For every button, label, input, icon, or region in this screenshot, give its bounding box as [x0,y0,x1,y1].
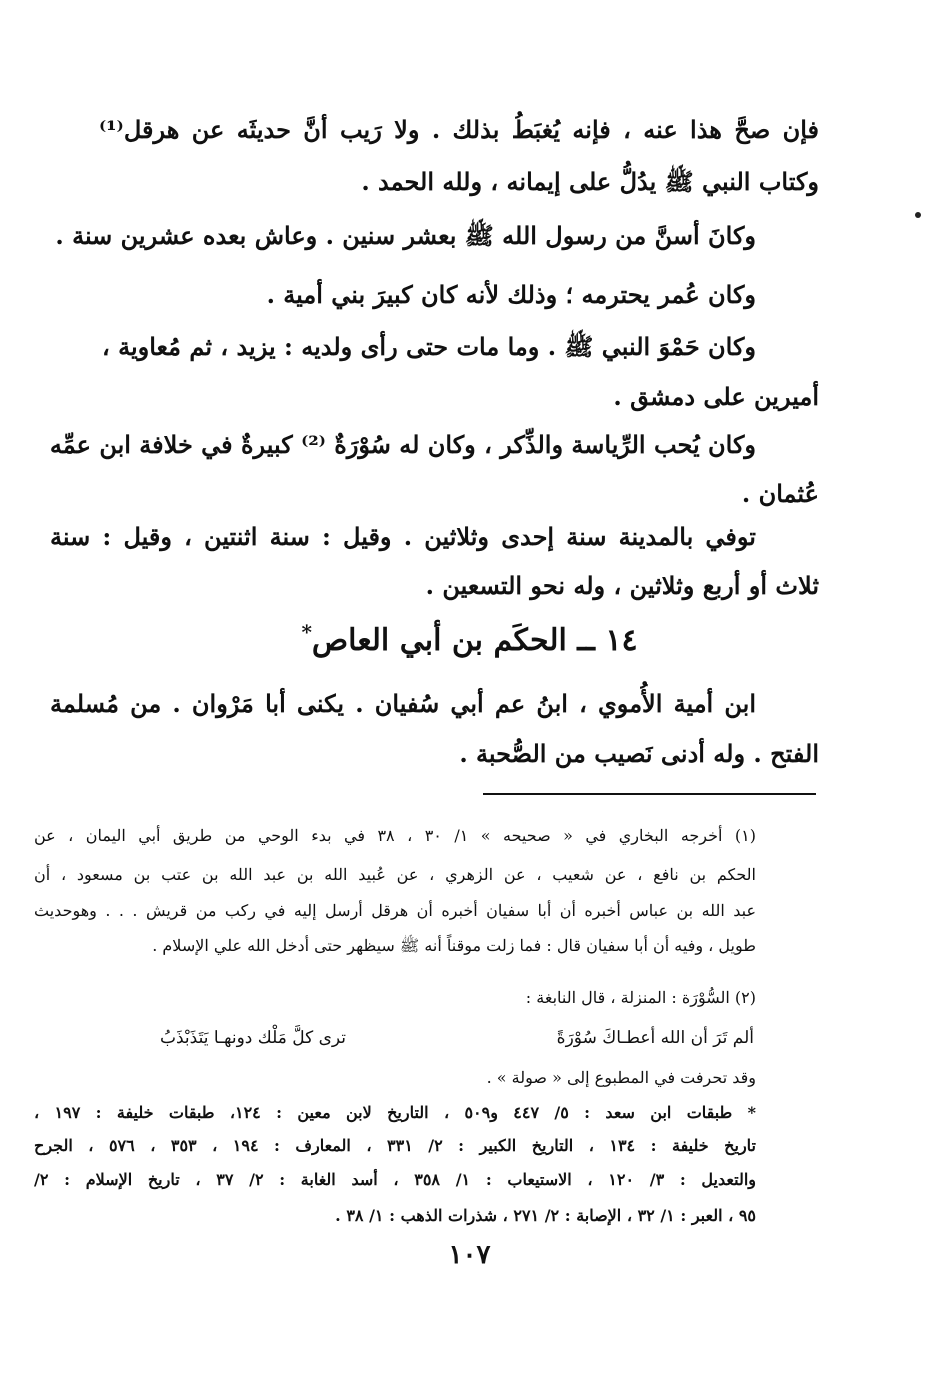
body-line-8: عُثمان . [741,479,819,508]
footnote-1-line-1: (١) أخرجه البخاري في « صحيحه » ١/ ٣٠ ، ٣٨ في بدء الوحي من طريق أبي اليمان ، عن [34,826,756,845]
body-line-6: أميرين على دمشق . [613,382,819,411]
body-line-7: وكان يُحب الرِّياسة والذِّكر ، وكان له سُوْرَةٌ ⁽²⁾ كبيرةٌ في خلافة ابن عمِّه [49,430,756,459]
body-line-2: وكتاب النبي ﷺ يدُلُّ على إيمانه ، ولله الحمد . [361,167,819,196]
body-line-5: وكان حَمْوَ النبي ﷺ . وما مات حتى رأى ولديه : يزيد ، ثم مُعاوية ، [102,332,756,361]
verse-first-hemistich: ألم تَرَ أن الله أعطـاكَ سُوْرَةً [556,1028,754,1048]
bio-line-2: الفتح . وله أدنى نَصيب من الصُّحبة . [459,739,819,768]
body-line-3: وكانَ أسنَّ من رسول الله ﷺ بعشر سنين . وعاش بعده عشرين سنة . [55,221,756,250]
heading-title: ١٤ ــ الحكَم بن أبي العاص [311,623,638,658]
heading-mark: * [301,620,312,644]
verse-second-hemistich: ترى كلَّ مَلْك دونهـا يَتَذَبْذَبُ [160,1028,347,1048]
bio-line-1: ابن أمية الأُموي ، ابنُ عم أبي سُفيان . يكنى أبا مَرْوان . من مُسلمة [50,689,756,718]
sources-line-4: ٩٥ ، العبر : ١/ ٣٢ ، الإصابة : ٢/ ٢٧١ ، شذرات الذهب : ١/ ٣٨ . [335,1206,756,1225]
footnote-2-note: وقد تحرفت في المطبوع إلى « صولة » . [486,1068,756,1087]
body-line-9: توفي بالمدينة سنة إحدى وثلاثين . وقيل : سنة اثنتين ، وقيل : سنة [50,522,756,551]
sources-line-2: تاريخ خليفة : ١٣٤ ، التاريخ الكبير : ٢/ ٣٣١ ، المعارف : ١٩٤ ، ٣٥٣ ، ٥٧٦ ، الجرح [34,1136,757,1155]
footnote-2-intro: (٢) السُّوْرَة : المنزلة ، قال النابغة : [525,988,756,1007]
footnote-1-line-3: عبد الله بن عباس أخبره أن أبا سفيان أخبره أن هرقل أرسل إليه في ركب من قريش . . . وهوحديث [34,901,756,920]
body-line-1: فإن صحَّ هذا عنه ، فإنه يُغبَطُ بذلك . ولا رَيب أنَّ حديثَه عن هرقل⁽¹⁾ [99,115,819,144]
sources-line-1: * طبقات ابن سعد : ٥/ ٤٤٧ و٥٠٩ ، التاريخ لابن معين : ١٢٤، طبقات خليفة : ١٩٧ ، [34,1103,756,1122]
sources-line-3: والتعديل : ٣/ ١٢٠ ، الاستيعاب : ١/ ٣٥٨ ، أسد الغابة : ٢/ ٣٧ ، تاريخ الإسلام : ٢/ [34,1170,756,1189]
body-line-10: ثلاث أو أربع وثلاثين ، وله نحو التسعين . [425,571,819,600]
body-line-4: وكان عُمر يحترمه ؛ وذلك لأنه كان كبيرَ بني أمية . [266,280,756,309]
scan-speck [915,212,921,218]
footnote-1-line-4: طويل ، وفيه أن أبا سفيان قال : فما زلت موقناً أنه ﷺ سيظهر حتى أدخل الله علي الإسلام . [152,936,756,955]
page-number: ١٠٧ [448,1240,491,1270]
footnote-separator [483,793,816,795]
footnote-1-line-2: الحكم بن نافع ، عن شعيب ، عن الزهري ، عن عُبيد الله بن عبد الله بن عتب بن مسعود ، أن [34,865,756,884]
section-heading [0,620,939,658]
